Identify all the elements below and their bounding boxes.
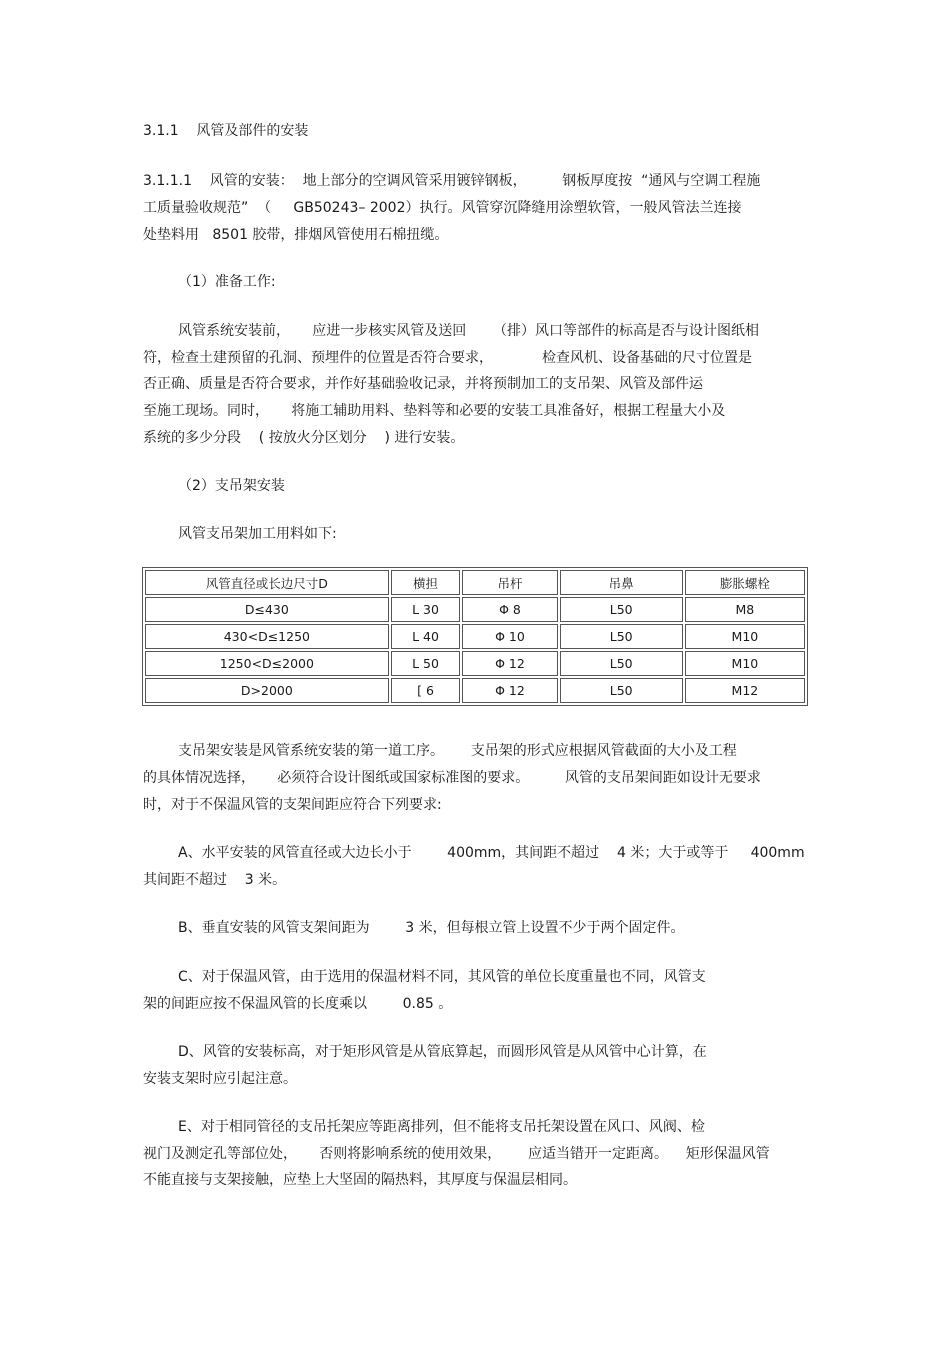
install-paragraph-line: 3.1.1.1 风管的安装： 地上部分的空调风管采用镀锌钢板， 钢板厚度按 “通风与空调工程施 [143,173,761,189]
table-cell: Φ 12 [462,651,557,676]
prep-paragraph-line: 系统的多少分段 ( 按放火分区划分 ) 进行安装。 [143,430,465,446]
table-cell: 1250<D≤2000 [145,651,389,676]
item-e-line: E、对于相同管径的支吊托架应等距离排列，但不能将支吊托架设置在风口、风阀、检 [178,1119,705,1135]
install-paragraph-line: 工质量验收规范” （ GB50243– 2002）执行。风管穿沉降缝用涂塑软管，一般风管法兰连接 [143,200,742,216]
table-cell: Φ 8 [462,597,557,622]
table-header-cell: 风管直径或长边尺寸D [145,570,389,595]
item-d-line: 安装支架时应引起注意。 [143,1071,297,1087]
item-a-line: 其间距不超过 3 米。 [143,872,287,888]
table-cell: M10 [685,624,805,649]
item-c-line: 架的间距应按不保温风管的长度乘以 0.85 。 [143,996,453,1012]
table-cell: M10 [685,651,805,676]
table-row [145,624,805,649]
materials-intro: 风管支吊架加工用料如下: [178,526,337,542]
table-cell: L 40 [391,624,461,649]
item-e-line: 视门及测定孔等部位处， 否则将影响系统的使用效果， 应适当错开一定距离。 矩形保温风管 [143,1146,770,1162]
support-section-title: （2）支吊架安装 [178,478,285,494]
item-e-line: 不能直接与支架接触，应垫上大坚固的隔热料，其厚度与保温层相同。 [143,1172,577,1188]
table-cell: D>2000 [145,678,389,703]
table-cell: L 50 [391,651,461,676]
table-row [145,678,805,703]
item-d-line: D、风管的安装标高，对于矩形风管是从管底算起，而圆形风管是从风管中心计算，在 [178,1044,707,1060]
prep-section-title: （1）准备工作: [178,274,276,290]
table-header-cell: 吊杆 [462,570,557,595]
item-b-line: B、垂直安装的风管支架间距为 3 米，但每根立管上设置不少于两个固定件。 [178,920,685,936]
install-paragraph-line: 处垫料用 8501 胶带，排烟风管使用石棉扭缆。 [143,227,449,243]
table-header-cell: 吊鼻 [560,570,683,595]
table-row [145,597,805,622]
support-paragraph-line: 支吊架安装是风管系统安装的第一道工序。 支吊架的形式应根据风管截面的大小及工程 [178,743,737,759]
table-cell: Φ 12 [462,678,557,703]
materials-table [142,567,808,706]
section-heading: 3.1.1 风管及部件的安装 [143,123,309,139]
table-cell: Φ 10 [462,624,557,649]
table-cell: 430<D≤1250 [145,624,389,649]
table-header-cell: 横担 [391,570,461,595]
table-cell: L50 [560,651,683,676]
prep-paragraph-line: 风管系统安装前， 应进一步核实风管及送回 （排）风口等部件的标高是否与设计图纸相 [178,323,759,339]
table-cell: L50 [560,624,683,649]
table-cell: M12 [685,678,805,703]
prep-paragraph-line: 至施工现场。同时， 将施工辅助用料、垫料等和必要的安装工具准备好，根据工程量大小及 [143,403,726,419]
table-header-row [145,570,805,595]
item-a-line: A、水平安装的风管直径或大边长小于 400mm，其间距不超过 4 米；大于或等于 400mm [178,845,805,861]
table-cell: L 30 [391,597,461,622]
item-c-line: C、对于保温风管，由于选用的保温材料不同，其风管的单位长度重量也不同，风管支 [178,969,706,985]
table-cell: L50 [560,678,683,703]
support-paragraph-line: 时，对于不保温风管的支架间距应符合下列要求: [143,797,442,813]
prep-paragraph-line: 否正确、质量是否符合要求，并作好基础验收记录，并将预制加工的支吊架、风管及部件运 [143,376,703,392]
table-row [145,651,805,676]
prep-paragraph-line: 符，检查土建预留的孔洞、预埋件的位置是否符合要求， 检查风机、设备基础的尺寸位置是 [143,350,752,366]
table-cell: M8 [685,597,805,622]
table-cell: L50 [560,597,683,622]
table-cell: [ 6 [391,678,461,703]
table-header-cell: 膨胀螺栓 [685,570,805,595]
table-cell: D≤430 [145,597,389,622]
support-paragraph-line: 的具体情况选择， 必须符合设计图纸或国家标准图的要求。 风管的支吊架间距如设计无要求 [143,770,761,786]
